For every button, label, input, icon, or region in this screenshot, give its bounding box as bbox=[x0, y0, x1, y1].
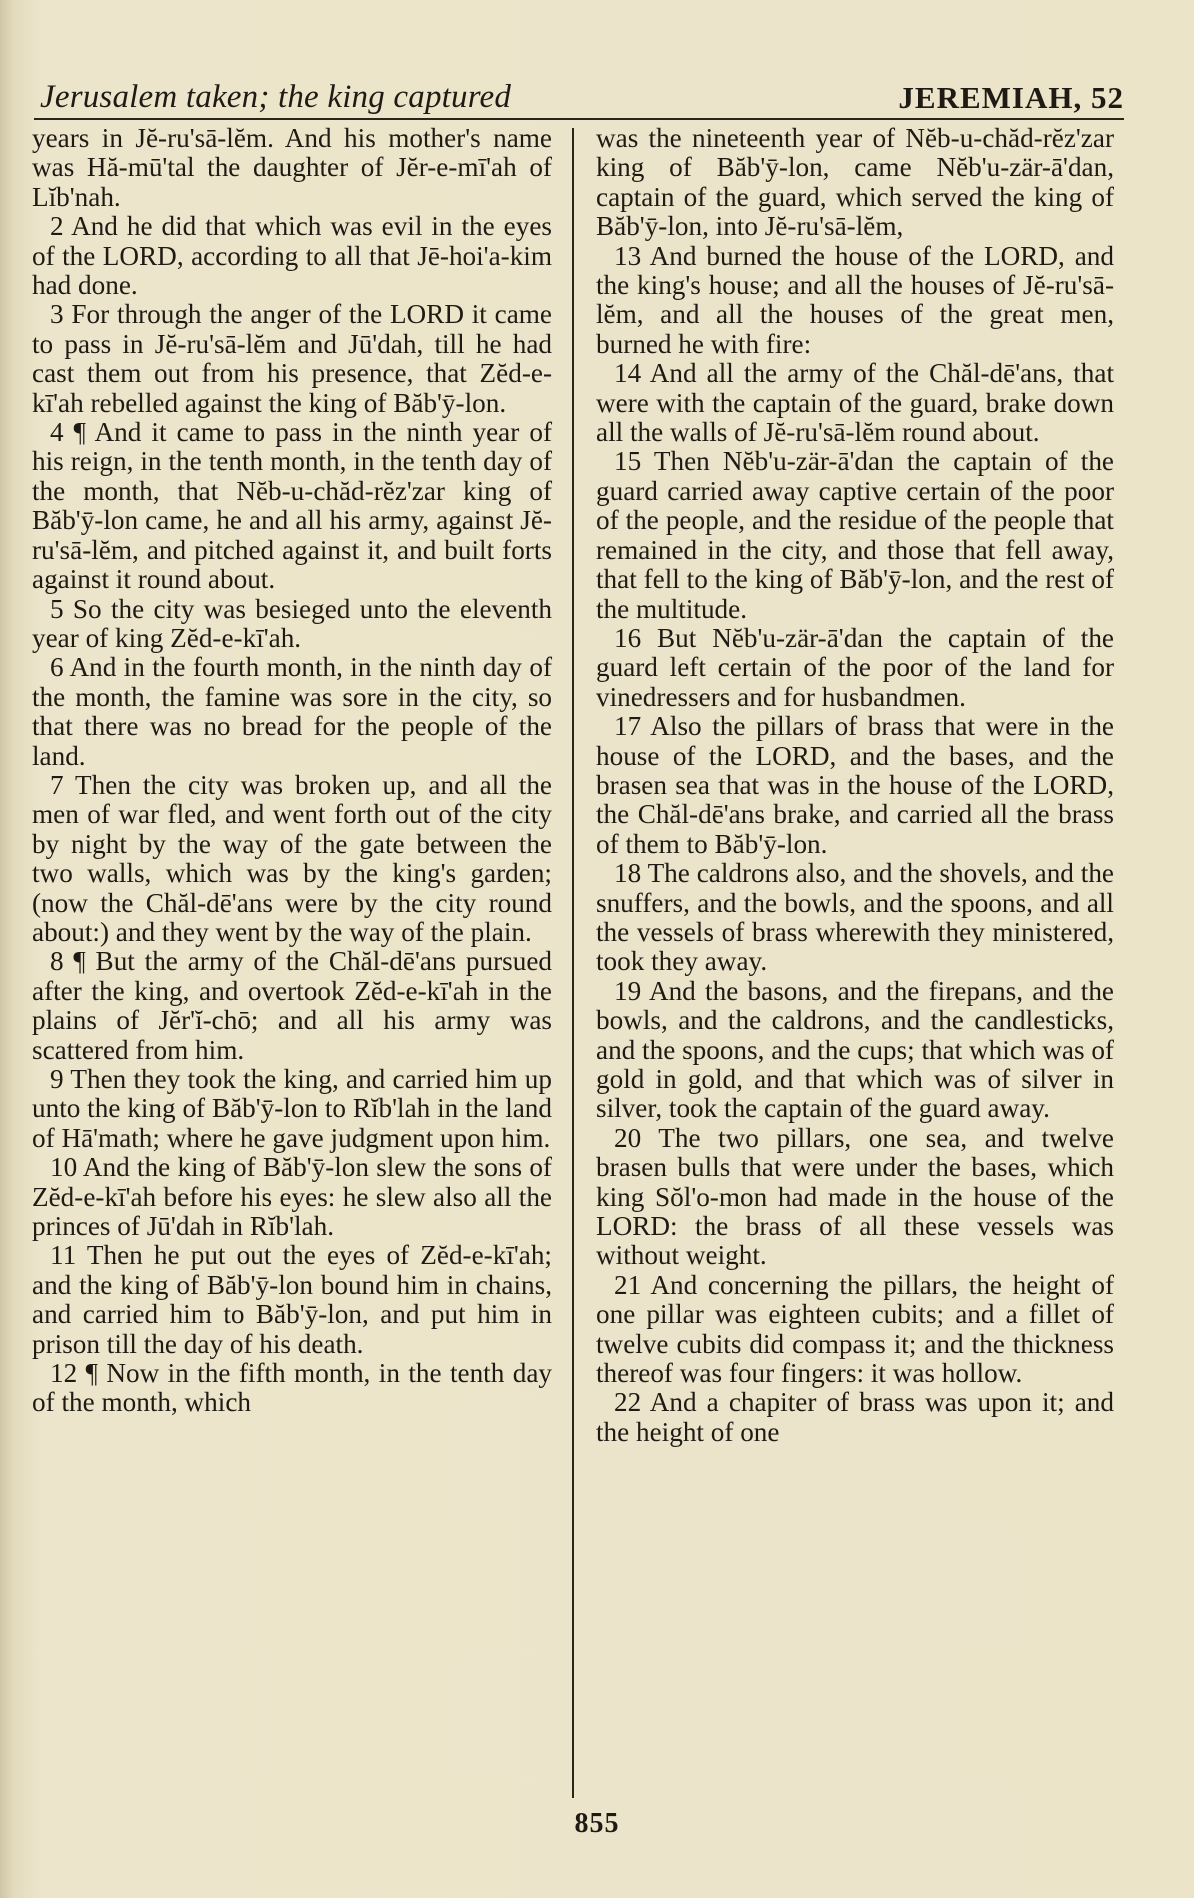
left-column bbox=[32, 124, 564, 1802]
verse-paragraph: 21 And concerning the pillars, the height of one pillar was eighteen cubits; and a fillet of twelve cubits did compass it; and the thickness thereof was four fingers: it was hollow. bbox=[596, 1269, 1114, 1389]
column-divider bbox=[572, 128, 574, 1798]
verse-paragraph: 15 Then Nĕb'u-zär-ā'dan the captain of the guard carried away captive certain of the poor of the people, and the residue of the people that remained in the city, and those that fell away, that fell to the king of Băb'ȳ-lon, and the rest of the multitude. bbox=[596, 446, 1114, 624]
verse-paragraph: 3 For through the anger of the LORD it came to pass in Jĕ-ru'sā-lĕm and Jū'dah, till he had cast them out from his presence, that Zĕd-e-kī'ah rebelled against the king of Băb'ȳ-lon. bbox=[32, 299, 552, 418]
verse-paragraph: 9 Then they took the king, and carried him up unto the king of Băb'ȳ-lon to Rĭb'lah in the land of Hā'math; where he gave judgment upon him. bbox=[32, 1064, 552, 1153]
text-columns bbox=[32, 124, 1126, 1802]
header-rule bbox=[34, 118, 1124, 120]
verse-paragraph: 11 Then he put out the eyes of Zĕd-e-kī'ah; and the king of Băb'ȳ-lon bound him in chains, and carried him to Băb'ȳ-lon, and put him in prison till the day of his death. bbox=[32, 1240, 552, 1359]
verse-paragraph: 12 ¶ Now in the fifth month, in the tenth day of the month, which bbox=[32, 1358, 552, 1418]
verse-paragraph: 19 And the basons, and the firepans, and the bowls, and the caldrons, and the candlesticks, and the spoons, and the cups; that which was of gold in gold, and that which was of silver in silver, took the captain of the guard away. bbox=[596, 975, 1114, 1124]
verse-paragraph: 6 And in the fourth month, in the ninth day of the month, the famine was sore in the city, so that there was no bread for the people of the land. bbox=[32, 652, 552, 771]
verse-paragraph: was the nineteenth year of Nĕb-u-chăd-rĕz'zar king of Băb'ȳ-lon, came Nĕb'u-zär-ā'dan, captain of the guard, which served the king of Băb'ȳ-lon, into Jĕ-ru'sā-lĕm, bbox=[596, 124, 1114, 242]
verse-paragraph: 17 Also the pillars of brass that were in the house of the LORD, and the bases, and the brasen sea that was in the house of the LORD, the Chăl-dē'ans brake, and carried all the brass of them to Băb'ȳ-lon. bbox=[596, 711, 1114, 859]
verse-paragraph: 8 ¶ But the army of the Chăl-dē'ans pursued after the king, and overtook Zĕd-e-kī'ah in the plains of Jĕr'ĭ-chō; and all his army was scattered from him. bbox=[32, 946, 552, 1065]
verse-paragraph: 14 And all the army of the Chăl-dē'ans, that were with the captain of the guard, brake down all the walls of Jĕ-ru'sā-lĕm round about. bbox=[596, 358, 1114, 448]
page-header bbox=[40, 60, 1124, 116]
verse-paragraph: 7 Then the city was broken up, and all the men of war fled, and went forth out of the city by night by the way of the gate between the two walls, which was by the king's garden; (now the Chăl-dē'ans were by the city round about:) and they went by the way of the plain. bbox=[32, 769, 552, 947]
verse-paragraph: 13 And burned the house of the LORD, and the king's house; and all the houses of Jĕ-ru'sā-lĕm, and all the houses of the great men, burned he with fire: bbox=[596, 240, 1114, 359]
verse-paragraph: 18 The caldrons also, and the shovels, and the snuffers, and the bowls, and the spoons, and all the vessels of brass wherewith they ministered, took they away. bbox=[596, 858, 1114, 977]
verse-paragraph: 22 And a chapiter of brass was upon it; and the height of one bbox=[596, 1387, 1114, 1447]
verse-paragraph: 16 But Nĕb'u-zär-ā'dan the captain of the guard left certain of the poor of the land for vinedressers and for husbandmen. bbox=[596, 622, 1114, 712]
verse-paragraph: 4 ¶ And it came to pass in the ninth year of his reign, in the tenth month, in the tenth day of the month, that Nĕb-u-chăd-rĕz'zar king of Băb'ȳ-lon came, he and all his army, against Jĕ-ru'sā-lĕm, and pitched against it, and built forts against it round about. bbox=[32, 417, 552, 595]
verse-paragraph: 5 So the city was besieged unto the eleventh year of king Zĕd-e-kī'ah. bbox=[32, 593, 552, 653]
verse-paragraph: years in Jĕ-ru'sā-lĕm. And his mother's name was Hă-mū'tal the daughter of Jĕr-e-mī'ah of Lĭb'nah. bbox=[32, 124, 552, 212]
page-number: 855 bbox=[574, 1808, 620, 1839]
verse-paragraph: 20 The two pillars, one sea, and twelve brasen bulls that were under the bases, which king Sŏl'o-mon had made in the house of the LORD: the brass of all these vessels was without weight. bbox=[596, 1122, 1114, 1271]
book-chapter-reference: JEREMIAH, 52 bbox=[898, 80, 1124, 115]
verse-paragraph: 2 And he did that which was evil in the eyes of the LORD, according to all that Jē-hoi'a-kim had done. bbox=[32, 211, 552, 301]
right-column bbox=[582, 124, 1114, 1802]
verse-paragraph: 10 And the king of Băb'ȳ-lon slew the sons of Zĕd-e-kī'ah before his eyes: he slew also all the princes of Jū'dah in Rĭb'lah. bbox=[32, 1152, 552, 1242]
running-head: Jerusalem taken; the king captured bbox=[40, 79, 512, 115]
